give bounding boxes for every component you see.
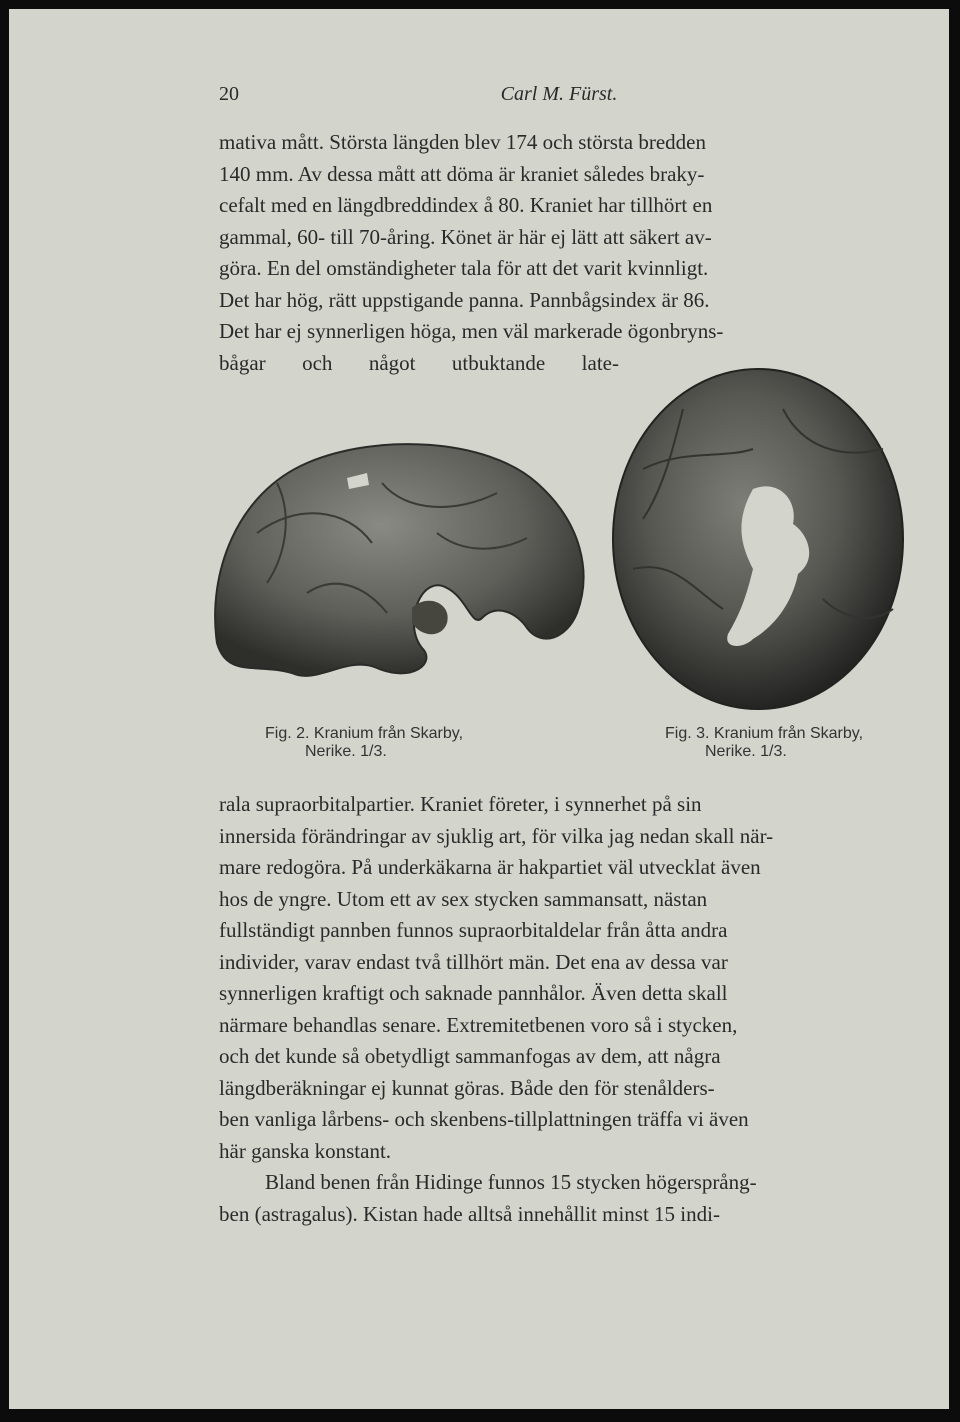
text-line: synnerligen kraftigt och saknade pannhålor. Även detta skall xyxy=(219,981,728,1005)
bottom-paragraph xyxy=(219,789,899,1230)
top-paragraph xyxy=(219,127,899,379)
text-line: cefalt med en längdbreddindex å 80. Kraniet har tillhört en xyxy=(219,193,713,217)
text-line: hos de yngre. Utom ett av sex stycken sammansatt, nästan xyxy=(219,886,708,911)
text-line: Det har ej synnerligen höga, men väl markerade ögonbryns- xyxy=(219,319,724,343)
figure-caption-line2: Nerike. 1/3. xyxy=(305,743,387,760)
text-line: närmare behandlas senare. Extremitetbenen voro så i stycken, xyxy=(219,1012,738,1037)
text-line: längdberäkningar ej kunnat göras. Både den för stenålders- xyxy=(219,1075,715,1100)
figure-caption-line2: Nerike. 1/3. xyxy=(705,743,787,760)
figure-caption-text: Kranium från Skarby, xyxy=(313,725,464,742)
text-line: gammal, 60- till 70-åring. Könet är här ej lätt att säkert av- xyxy=(219,224,712,249)
figure-label: Fig. 3. xyxy=(665,725,710,742)
page-number: 20 xyxy=(219,83,239,105)
figure-3-skull-photo xyxy=(603,349,913,719)
text-line: mare redogöra. På underkäkarna är hakpartiet väl utvecklat även xyxy=(219,855,761,879)
text-line: mativa mått. Största längden blev 174 och största bredden xyxy=(219,130,706,154)
text-line: och det kunde så obetydligt sammanfogas av dem, att några xyxy=(219,1044,721,1068)
figure-3-caption xyxy=(665,725,863,761)
text-line: ben (astragalus). Kistan hade alltså innehållit minst 15 indi- xyxy=(219,1201,720,1226)
text-line: fullständigt pannben funnos supraorbitaldelar från åtta andra xyxy=(219,918,728,942)
text-line: innersida förändringar av sjuklig art, för vilka jag nedan skall när- xyxy=(219,823,774,848)
document-page xyxy=(9,9,949,1409)
page-header xyxy=(219,83,899,113)
figure-2-skull-photo xyxy=(197,423,597,703)
text-line: ben vanliga lårbens- och skenbens-tillplattningen träffa vi även xyxy=(219,1107,749,1131)
running-title: Carl M. Fürst. xyxy=(500,83,618,105)
text-line: 140 mm. Av dessa mått att döma är kraniet således braky- xyxy=(219,161,705,186)
figure-caption-text: Kranium från Skarby, xyxy=(713,725,864,742)
text-line: individer, varav endast två tillhört män. Det ena av dessa var xyxy=(219,949,728,974)
text-line: här ganska konstant. xyxy=(219,1138,392,1163)
text-line: göra. En del omständigheter tala för att det varit kvinnligt. xyxy=(219,256,709,280)
text-line: Bland benen från Hidinge funnos 15 stycken högersprång- xyxy=(265,1170,757,1194)
text-line: bågar och något utbuktande late- xyxy=(219,350,619,375)
figure-label: Fig. 2. xyxy=(265,725,310,742)
text-line: rala supraorbitalpartier. Kraniet företer, i synnerhet på sin xyxy=(219,792,702,816)
text-line: Det har hög, rätt uppstigande panna. Pannbågsindex är 86. xyxy=(219,287,710,312)
figure-2-caption xyxy=(265,725,463,761)
